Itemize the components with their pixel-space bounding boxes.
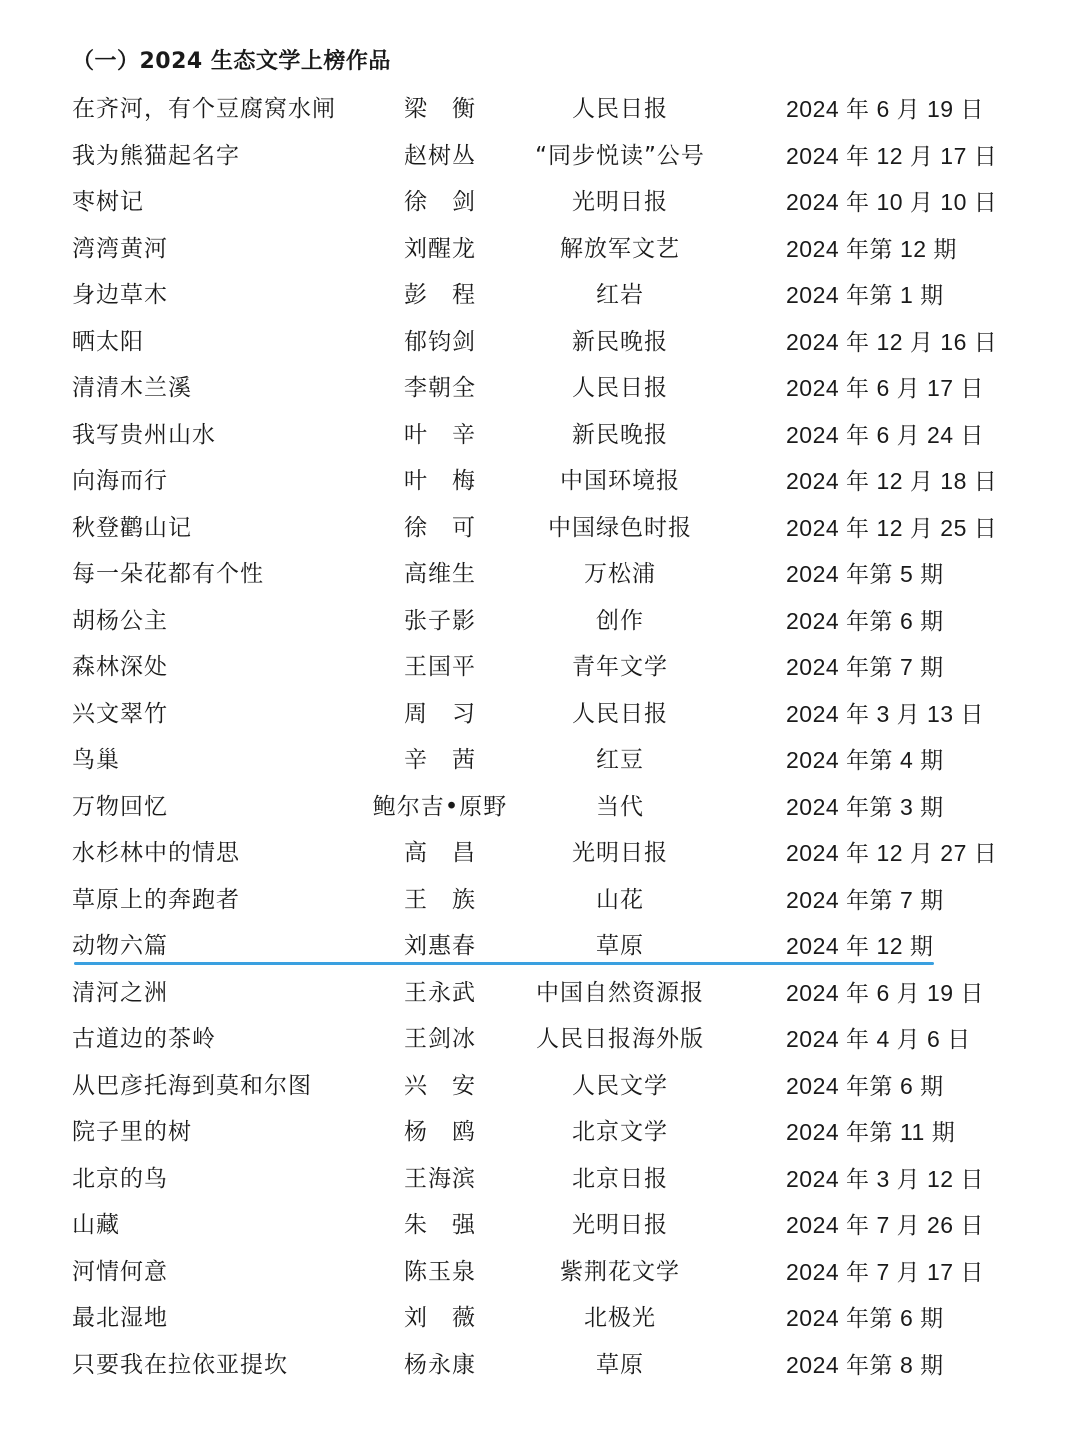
work-author: 陈玉泉 xyxy=(404,1258,476,1285)
work-publication: 草原 xyxy=(596,1351,644,1378)
work-date: 2024 年第 7 期 xyxy=(786,886,944,913)
work-author: 郁钧剑 xyxy=(404,328,476,355)
work-author: 王永武 xyxy=(404,979,476,1006)
work-date: 2024 年 6 月 17 日 xyxy=(786,375,984,401)
work-title: 只要我在拉依亚提坎 xyxy=(72,1351,288,1378)
list-item xyxy=(0,970,1080,1017)
list-item xyxy=(0,691,1080,738)
work-publication: 中国自然资源报 xyxy=(536,979,704,1006)
work-date: 2024 年 12 月 27 日 xyxy=(786,840,998,866)
work-date: 2024 年第 6 期 xyxy=(786,607,944,634)
work-author: 辛 茜 xyxy=(404,747,476,773)
work-title: 我为熊猫起名字 xyxy=(72,142,240,169)
work-title: 古道边的茶岭 xyxy=(72,1026,216,1052)
work-title: 清河之洲 xyxy=(72,979,168,1006)
work-author: 杨 鸥 xyxy=(404,1119,476,1145)
work-title: 森林深处 xyxy=(72,654,168,680)
work-author: 王海滨 xyxy=(404,1165,476,1192)
list-item xyxy=(0,86,1080,133)
work-date: 2024 年 7 月 26 日 xyxy=(786,1212,984,1238)
list-item xyxy=(0,226,1080,273)
work-date: 2024 年 12 月 17 日 xyxy=(786,142,998,169)
work-author: 刘惠春 xyxy=(404,933,476,959)
list-item xyxy=(0,1109,1080,1156)
works-list xyxy=(0,86,1080,1388)
work-publication: 草原 xyxy=(596,933,644,959)
list-item xyxy=(0,877,1080,924)
work-publication: 人民日报海外版 xyxy=(536,1026,704,1052)
work-publication: 山花 xyxy=(596,886,644,913)
work-publication: 人民日报 xyxy=(572,700,668,727)
work-date: 2024 年 12 月 16 日 xyxy=(786,328,998,355)
list-item xyxy=(0,1342,1080,1389)
work-author: 高 昌 xyxy=(404,840,476,866)
work-author: 朱 强 xyxy=(404,1212,476,1238)
work-publication: “同步悦读”公号 xyxy=(535,142,705,169)
work-title: 草原上的奔跑者 xyxy=(72,886,240,913)
list-item xyxy=(0,1249,1080,1296)
list-item xyxy=(0,365,1080,412)
work-author: 王 族 xyxy=(404,886,476,913)
work-date: 2024 年第 3 期 xyxy=(786,793,944,820)
work-date: 2024 年 6 月 19 日 xyxy=(786,96,984,122)
work-author: 刘 薇 xyxy=(404,1305,476,1331)
list-item xyxy=(0,1063,1080,1110)
work-publication: 中国绿色时报 xyxy=(548,514,692,541)
work-title: 动物六篇 xyxy=(72,933,168,959)
work-publication: 万松浦 xyxy=(584,561,656,587)
work-title: 北京的鸟 xyxy=(72,1165,168,1192)
work-date: 2024 年 3 月 12 日 xyxy=(786,1165,984,1192)
work-date: 2024 年 6 月 19 日 xyxy=(786,979,984,1006)
work-publication: 北京日报 xyxy=(572,1165,668,1192)
highlight-divider-line xyxy=(74,962,934,965)
work-date: 2024 年第 1 期 xyxy=(786,282,944,308)
work-publication: 中国环境报 xyxy=(560,468,680,494)
work-date: 2024 年 3 月 13 日 xyxy=(786,700,984,727)
work-date: 2024 年 4 月 6 日 xyxy=(786,1026,971,1052)
work-title: 万物回忆 xyxy=(72,793,168,820)
work-publication: 人民日报 xyxy=(572,375,668,401)
work-publication: 北京文学 xyxy=(572,1119,668,1145)
work-publication: 人民日报 xyxy=(572,96,668,122)
work-author: 张子影 xyxy=(404,607,476,634)
work-date: 2024 年第 11 期 xyxy=(786,1119,956,1145)
work-author: 鲍尔吉•原野 xyxy=(372,793,508,820)
work-date: 2024 年第 5 期 xyxy=(786,561,944,587)
list-item xyxy=(0,644,1080,691)
list-item xyxy=(0,319,1080,366)
work-date: 2024 年 7 月 17 日 xyxy=(786,1258,984,1285)
work-publication: 解放军文艺 xyxy=(560,235,680,262)
work-title: 兴文翠竹 xyxy=(72,700,168,727)
work-title: 身边草木 xyxy=(72,282,168,308)
list-item xyxy=(0,505,1080,552)
work-publication: 人民文学 xyxy=(572,1072,668,1099)
work-author: 叶 辛 xyxy=(404,421,476,448)
work-publication: 北极光 xyxy=(584,1305,656,1331)
work-publication: 光明日报 xyxy=(572,1212,668,1238)
work-author: 叶 梅 xyxy=(404,468,476,494)
work-author: 李朝全 xyxy=(404,375,476,401)
work-author: 徐 可 xyxy=(404,514,476,541)
work-title: 最北湿地 xyxy=(72,1305,168,1331)
work-date: 2024 年 12 月 18 日 xyxy=(786,468,998,494)
work-publication: 青年文学 xyxy=(572,654,668,680)
work-date: 2024 年第 6 期 xyxy=(786,1072,944,1099)
work-date: 2024 年 12 期 xyxy=(786,933,934,959)
work-date: 2024 年 10 月 10 日 xyxy=(786,189,998,215)
work-title: 枣树记 xyxy=(72,189,144,215)
work-title: 从巴彦托海到莫和尔图 xyxy=(72,1072,312,1099)
work-author: 赵树丛 xyxy=(404,142,476,169)
work-publication: 创作 xyxy=(596,607,644,634)
list-item xyxy=(0,133,1080,180)
work-author: 王剑冰 xyxy=(404,1026,476,1052)
work-publication: 红岩 xyxy=(596,282,644,308)
work-date: 2024 年第 8 期 xyxy=(786,1351,944,1378)
list-item xyxy=(0,1202,1080,1249)
work-date: 2024 年 12 月 25 日 xyxy=(786,514,998,541)
work-publication: 新民晚报 xyxy=(572,328,668,355)
work-author: 杨永康 xyxy=(404,1351,476,1378)
work-publication: 当代 xyxy=(596,793,644,820)
work-publication: 红豆 xyxy=(596,747,644,773)
work-title: 秋登鹳山记 xyxy=(72,514,192,541)
work-title: 在齐河，有个豆腐窝水闸 xyxy=(72,96,336,122)
list-item xyxy=(0,1295,1080,1342)
work-title: 晒太阳 xyxy=(72,328,144,355)
work-title: 清清木兰溪 xyxy=(72,375,192,401)
work-title: 湾湾黄河 xyxy=(72,235,168,262)
work-title: 河情何意 xyxy=(72,1258,168,1285)
work-author: 刘醒龙 xyxy=(404,235,476,262)
work-title: 每一朵花都有个性 xyxy=(72,561,264,587)
work-date: 2024 年 6 月 24 日 xyxy=(786,421,984,448)
list-item xyxy=(0,784,1080,831)
work-publication: 光明日报 xyxy=(572,189,668,215)
work-author: 周 习 xyxy=(404,700,476,727)
section-heading: （一）2024 生态文学上榜作品 xyxy=(72,49,391,74)
list-item xyxy=(0,1156,1080,1203)
list-item xyxy=(0,179,1080,226)
list-item xyxy=(0,830,1080,877)
work-date: 2024 年第 12 期 xyxy=(786,235,957,262)
work-author: 王国平 xyxy=(404,654,476,680)
work-title: 胡杨公主 xyxy=(72,607,168,634)
list-item xyxy=(0,458,1080,505)
work-author: 兴 安 xyxy=(404,1072,476,1099)
work-author: 彭 程 xyxy=(404,282,476,308)
work-publication: 新民晚报 xyxy=(572,421,668,448)
work-title: 院子里的树 xyxy=(72,1119,192,1145)
work-author: 高维生 xyxy=(404,561,476,587)
list-item xyxy=(0,272,1080,319)
work-date: 2024 年第 7 期 xyxy=(786,654,944,680)
work-title: 我写贵州山水 xyxy=(72,421,216,448)
work-date: 2024 年第 4 期 xyxy=(786,747,944,773)
list-item xyxy=(0,737,1080,784)
list-item xyxy=(0,1016,1080,1063)
work-title: 水杉林中的情思 xyxy=(72,840,240,866)
work-publication: 光明日报 xyxy=(572,840,668,866)
work-title: 向海而行 xyxy=(72,468,168,494)
list-item xyxy=(0,551,1080,598)
work-title: 山藏 xyxy=(72,1212,120,1238)
work-author: 梁 衡 xyxy=(404,96,476,122)
work-date: 2024 年第 6 期 xyxy=(786,1305,944,1331)
list-item xyxy=(0,412,1080,459)
work-title: 鸟巢 xyxy=(72,747,120,773)
list-item xyxy=(0,598,1080,645)
work-publication: 紫荆花文学 xyxy=(560,1258,680,1285)
work-author: 徐 剑 xyxy=(404,189,476,215)
